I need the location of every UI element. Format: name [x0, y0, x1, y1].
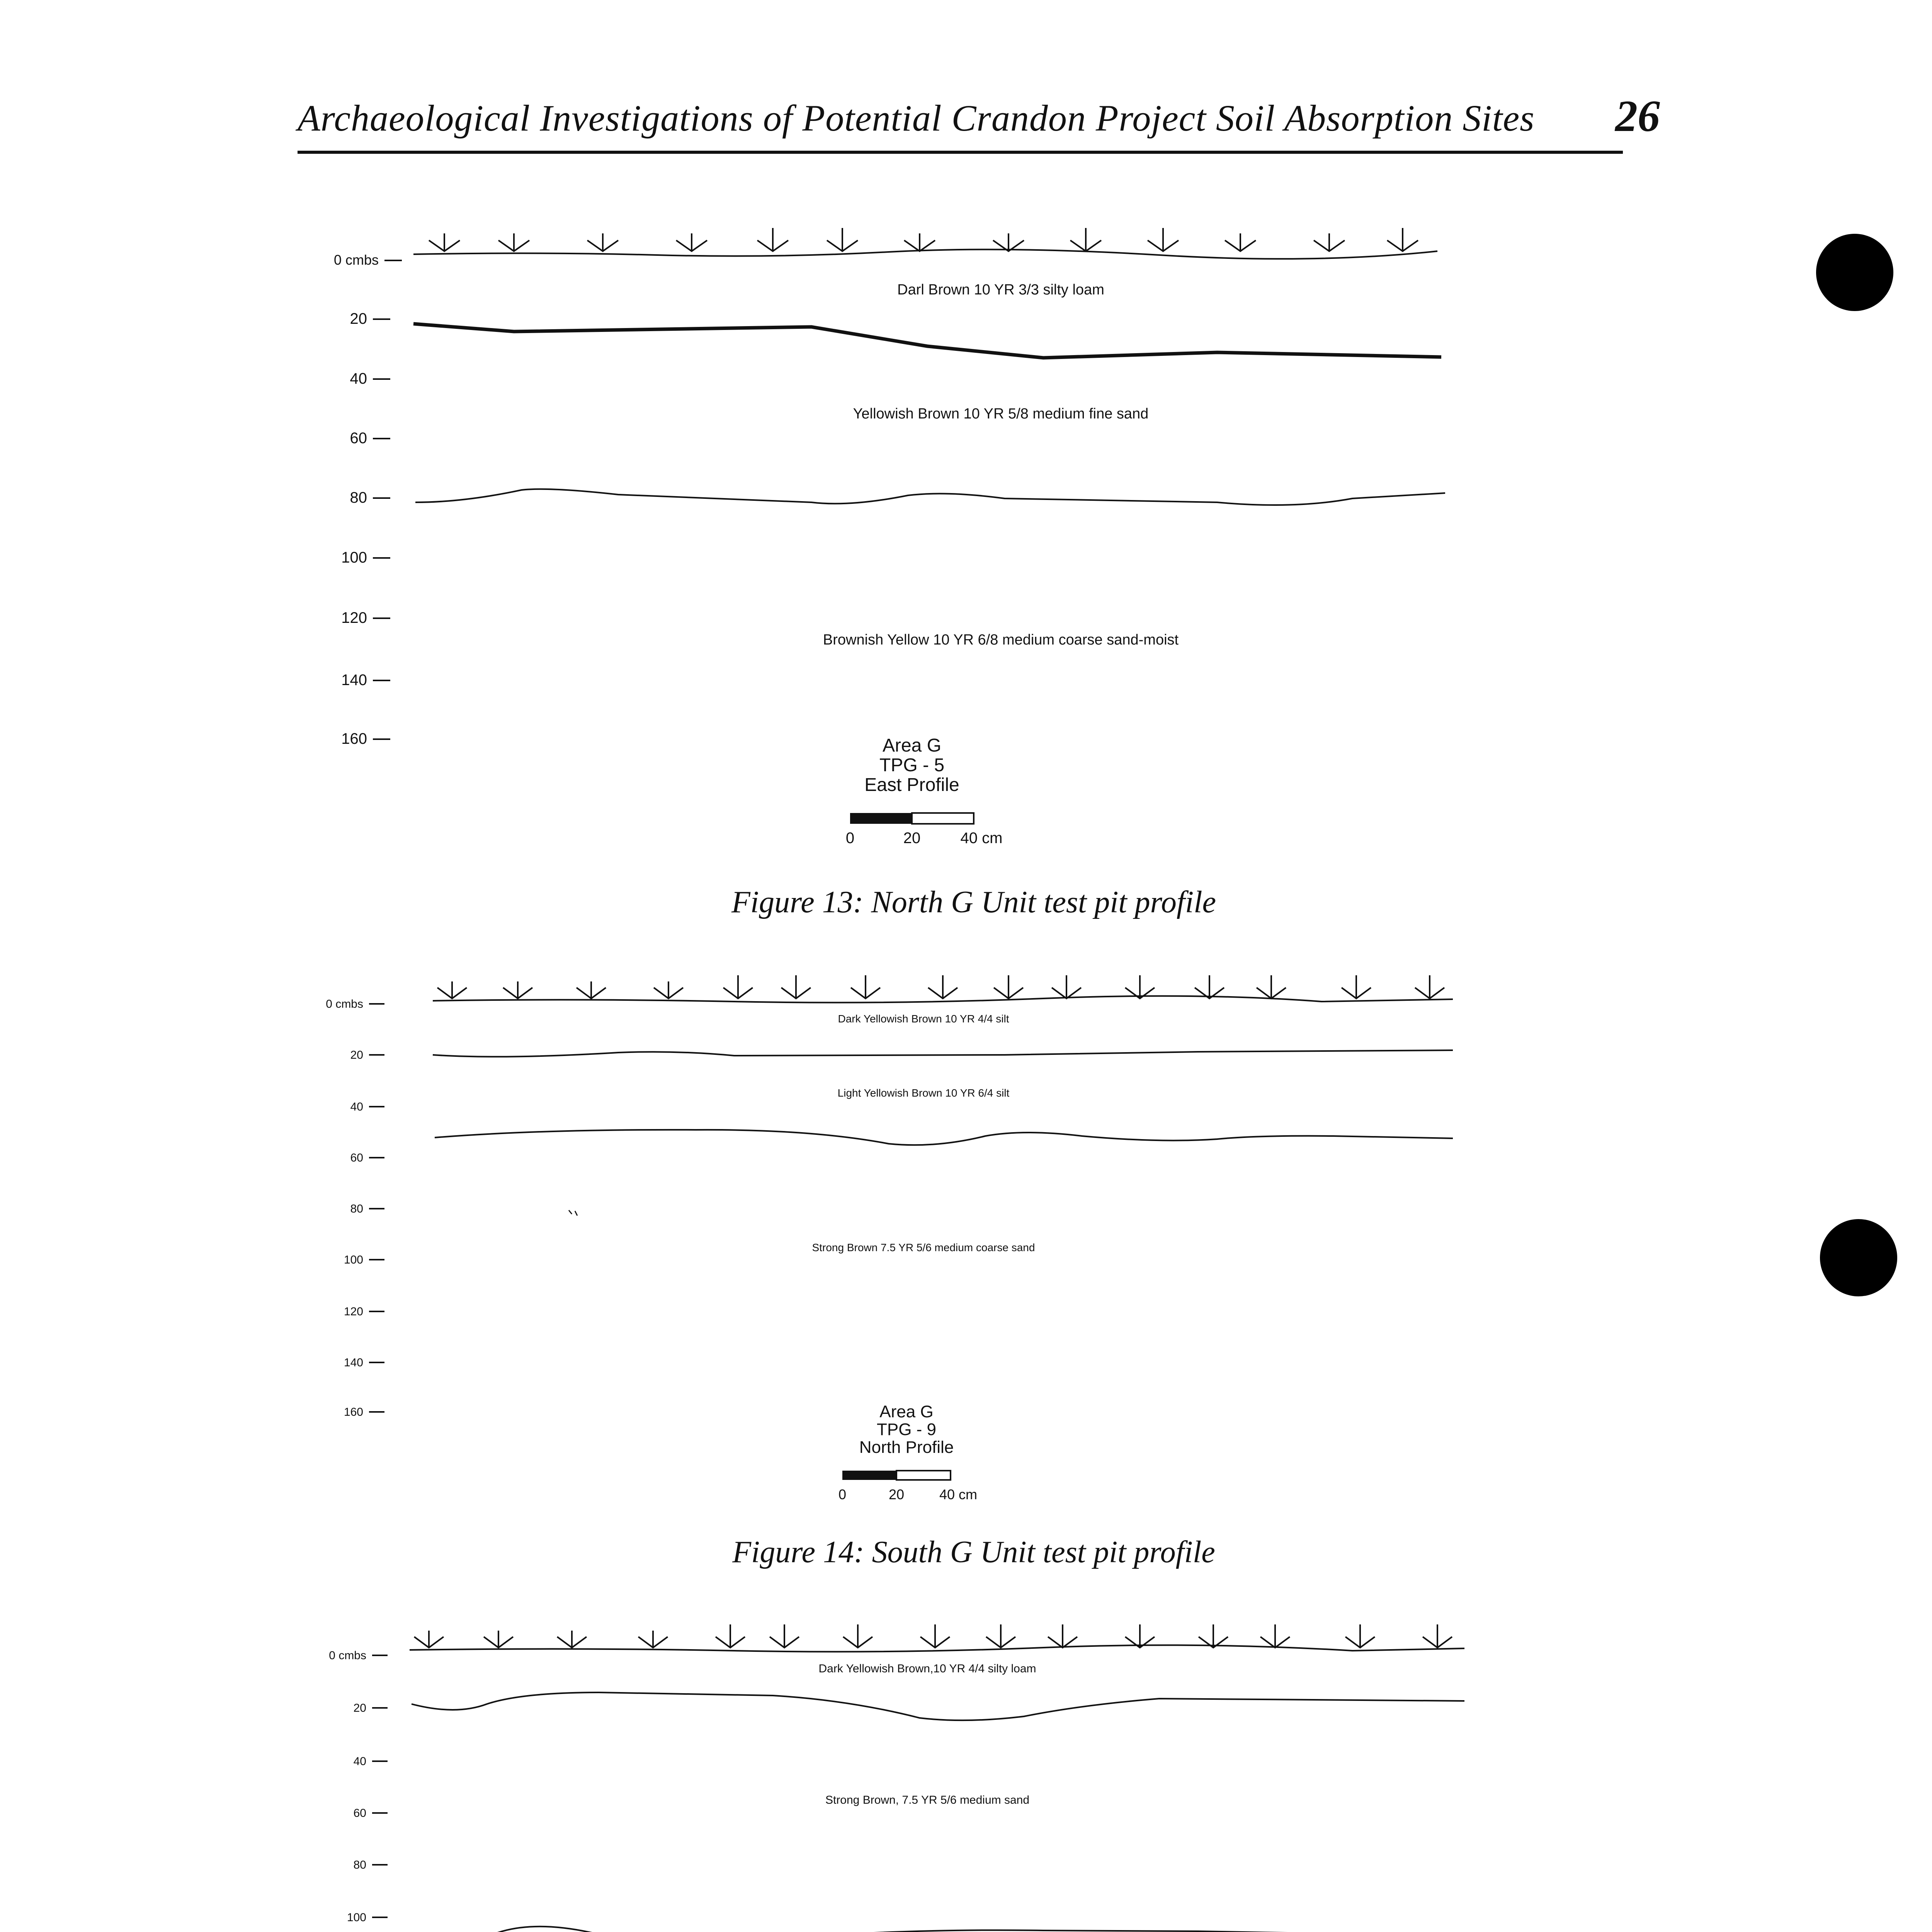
depth-tick-label: 120: [341, 609, 367, 626]
depth-tick-label: 20: [350, 310, 367, 327]
depth-tick-label: 140: [344, 1356, 363, 1369]
depth-tick-label: 60: [350, 1151, 363, 1164]
figure-caption: Figure 14: South G Unit test pit profile: [732, 1535, 1215, 1569]
scale-label: 0: [845, 830, 855, 847]
depth-tick-label: 0 cmbs: [326, 998, 363, 1010]
layer-label: Strong Brown, 7.5 YR 5/6 medium sand: [825, 1794, 1030, 1806]
depth-tick-label: 60: [350, 430, 367, 447]
figure-caption: Figure 13: North G Unit test pit profile: [731, 885, 1216, 919]
scale-label: 40 cm: [939, 1486, 978, 1502]
depth-tick-label: 100: [341, 549, 367, 566]
depth-tick-label: 40: [350, 370, 367, 387]
depth-tick-label: 100: [344, 1253, 363, 1266]
layer-label: Brownish Yellow 10 YR 6/8 medium coarse sand-moist: [823, 632, 1179, 648]
pit-label: TPG - 5: [879, 755, 945, 776]
depth-tick-label: 80: [353, 1859, 366, 1871]
depth-tick-label: 80: [350, 1202, 363, 1215]
depth-tick-label: 80: [350, 489, 367, 506]
depth-tick-label: 40: [353, 1755, 366, 1768]
running-header-title: Archaeological Investigations of Potential Crandon Project Soil Absorption Sites: [298, 97, 1535, 139]
page-number: 26: [1615, 92, 1660, 141]
depth-tick-label: 0 cmbs: [329, 1649, 366, 1662]
scale-label: 20: [888, 1486, 905, 1502]
depth-scale: [329, 1649, 388, 1932]
profile-label: North Profile: [859, 1438, 954, 1457]
depth-tick-label: 120: [344, 1305, 363, 1318]
layer-label: Dark Yellowish Brown,10 YR 4/4 silty loam: [818, 1662, 1036, 1675]
depth-tick-label: 20: [353, 1702, 366, 1714]
depth-tick-label: 20: [350, 1049, 363, 1061]
depth-tick-label: 160: [341, 730, 367, 747]
layer-boundary: [412, 1927, 1468, 1932]
layer-label: Dark Yellowish Brown 10 YR 4/4 silt: [838, 1013, 1009, 1025]
area-label: Area G: [882, 735, 942, 756]
depth-tick-label: 100: [347, 1911, 366, 1924]
depth-tick-label: 160: [344, 1406, 363, 1418]
layer-label: Darl Brown 10 YR 3/3 silty loam: [897, 282, 1104, 298]
vegetation-symbols: [414, 1624, 1452, 1648]
depth-tick-label: 40: [350, 1100, 363, 1113]
profile-label: East Profile: [864, 775, 959, 795]
area-label: Area G: [879, 1402, 934, 1421]
layer-boundary: [412, 1692, 1464, 1720]
scale-label: 0: [838, 1486, 847, 1502]
layer-label: Light Yellowish Brown 10 YR 6/4 silt: [837, 1087, 1010, 1099]
layer-label: Strong Brown 7.5 YR 5/6 medium coarse sand: [812, 1242, 1035, 1253]
layer-label: Yellowish Brown 10 YR 5/8 medium fine sand: [853, 406, 1149, 422]
depth-tick-label: 60: [353, 1807, 366, 1820]
scale-label: 40 cm: [960, 830, 1003, 847]
pit-label: TPG - 9: [876, 1420, 937, 1439]
scale-label: 20: [903, 830, 921, 847]
depth-tick-label: 0 cmbs: [333, 252, 379, 268]
depth-tick-label: 140: [341, 672, 367, 689]
